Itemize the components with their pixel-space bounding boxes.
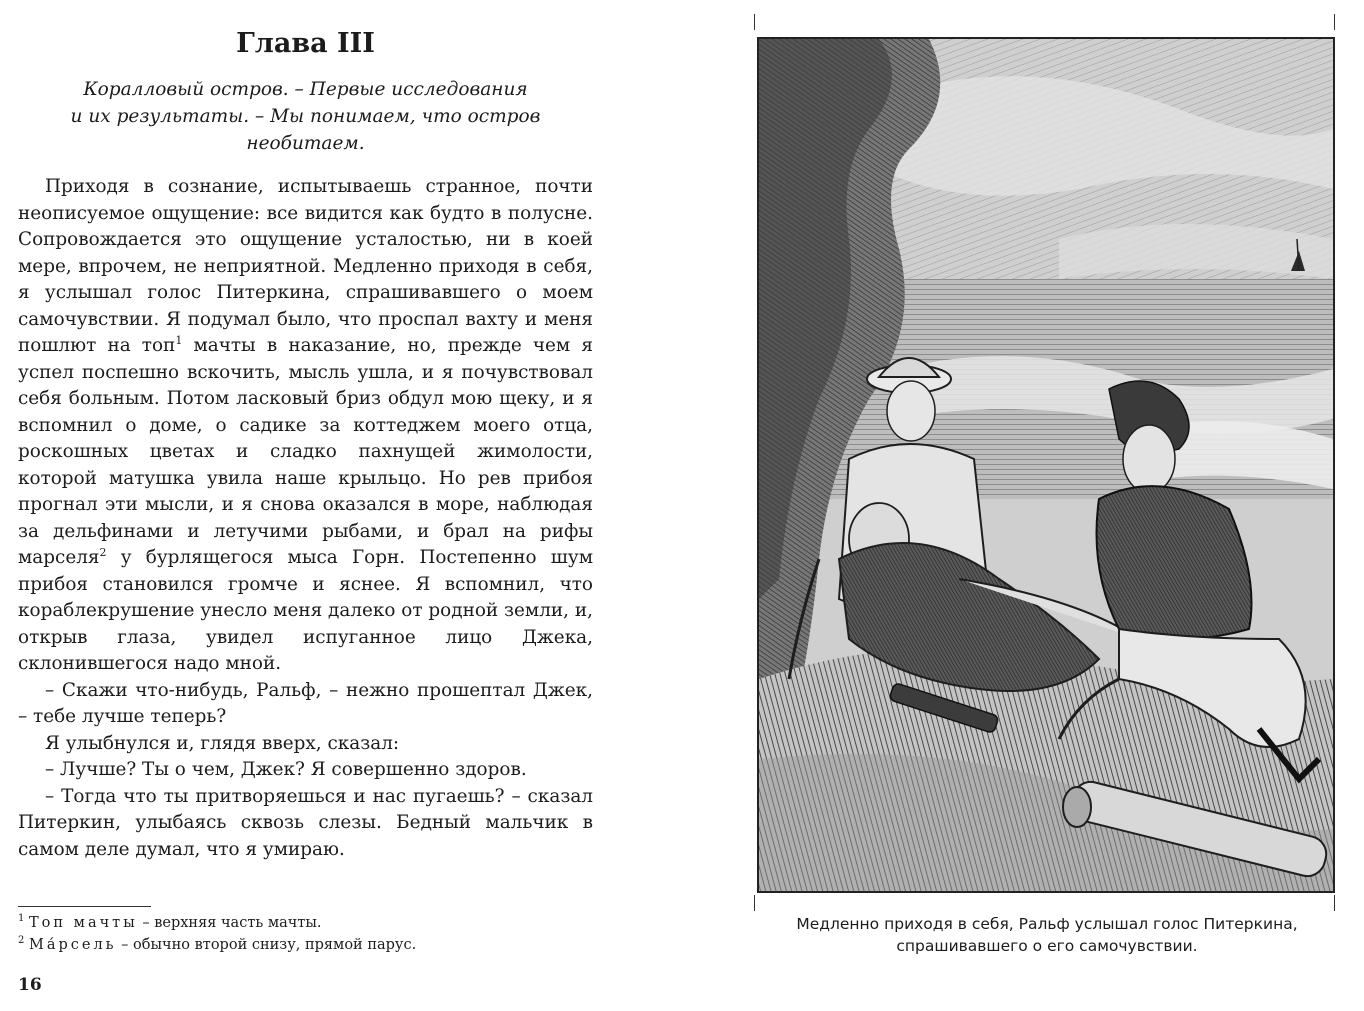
chapter-subtitle <box>48 76 563 157</box>
chapter-body <box>18 174 593 863</box>
subtitle-line: и их результаты. – Мы понимаем, что остров <box>70 106 541 127</box>
engraving-illustration-icon <box>759 39 1333 891</box>
page-number: 16 <box>18 975 42 995</box>
footnote-text: – верхняя часть мачты. <box>137 915 322 931</box>
footnotes <box>18 912 593 956</box>
paragraph <box>18 174 593 678</box>
crop-mark <box>1334 895 1335 911</box>
crop-mark <box>1334 14 1335 30</box>
caption-line: спрашивавшего о его самочувствии. <box>896 937 1198 955</box>
paragraph-text: мачты в наказание, но, прежде чем я успел поспешно вскочить, мысль ушла, и я почувствовал себя больным. Потом ласковый бриз обдул мою щеку, и я вспомнил о доме, о садике за коттеджем моего отца, роскошных цветах и сладко пахнущей жимолости, которой матушка увила наше крыльцо. Но рев прибоя прогнал эти мысли, и я снова оказался в море, наблюдая за дельфинами и летучими рыбами, и брал на рифы марселя <box>18 335 593 568</box>
crop-mark <box>754 895 755 911</box>
footnote-text: – обычно второй снизу, прямой парус. <box>116 937 417 953</box>
footnote-number: 2 <box>18 935 25 947</box>
right-page <box>682 0 1364 1011</box>
footnote-ref[interactable]: 2 <box>99 545 107 559</box>
paragraph: – Лучше? Ты о чем, Джек? Я совершенно здоров. <box>45 759 527 780</box>
crop-mark <box>754 14 755 30</box>
footnote-ref[interactable]: 1 <box>175 333 183 347</box>
paragraph: Я улыбнулся и, глядя вверх, сказал: <box>45 732 400 754</box>
footnote <box>18 934 593 956</box>
footnote-term: Топ мачты <box>28 915 138 931</box>
footnote-term: Ма́рсель <box>28 937 117 953</box>
footnote-divider <box>18 906 151 907</box>
subtitle-line: необитаем. <box>246 133 365 154</box>
caption-line: Медленно приходя в себя, Ральф услышал голос Питеркина, <box>796 915 1298 933</box>
paragraph-text: Приходя в сознание, испытываешь странное, почти неописуемое ощущение: все видится как будто в полусне. Сопровождается это ощущение усталостью, ни в коей мере, впрочем, не неприятной. Медленно приходя в себя, я услышал голос Питеркина, спрашивавшего о моем самочувствии. Я подумал было, что проспал вахту и меня пошлют на топ <box>18 176 593 356</box>
paragraph: – Скажи что-нибудь, Ральф, – нежно прошептал Джек, – тебе лучше теперь? <box>18 679 593 727</box>
subtitle-line: Коралловый остров. – Первые исследования <box>83 79 528 100</box>
illustration-caption <box>752 913 1342 957</box>
footnote-number: 1 <box>18 913 25 925</box>
paragraph: – Тогда что ты притворяешься и нас пугаешь? – сказал Питеркин, улыбаясь сквозь слезы. Бедный мальчик в самом деле думал, что я умираю. <box>18 785 593 860</box>
footnote <box>18 912 593 934</box>
paragraph-text: у бурлящегося мыса Горн. Постепенно шум прибоя становился громче и яснее. Я вспомнил, что кораблекрушение унесло меня далеко от родной земли, и, открыв глаза, увидел испуганное лицо Джека, склонившегося надо мной. <box>18 547 593 674</box>
chapter-title: Глава III <box>236 28 375 59</box>
engraving-illustration <box>757 37 1335 893</box>
